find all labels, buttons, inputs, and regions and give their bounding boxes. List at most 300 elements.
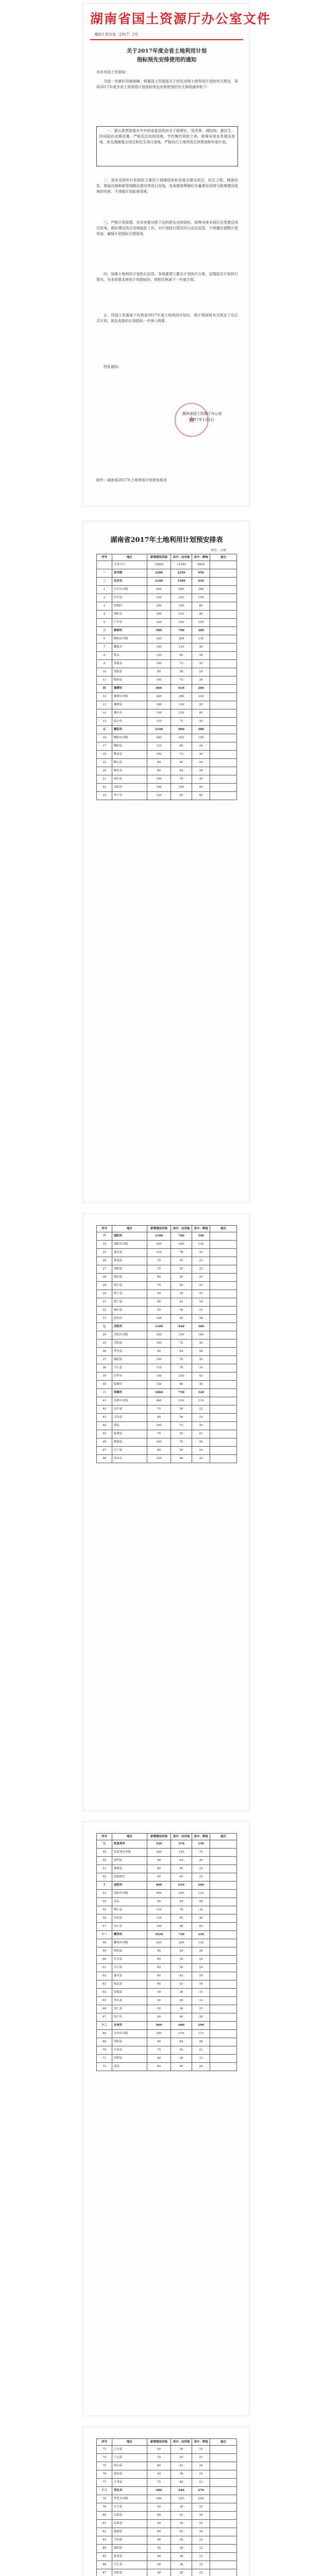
table-row: [97, 561, 237, 569]
table-cell: 86: [97, 2561, 112, 2569]
table-cell: 300: [171, 1939, 192, 1947]
table-row: [97, 1232, 237, 1241]
column-header: 地区: [112, 554, 147, 561]
table-cell: 210: [171, 611, 192, 619]
table-cell: 85: [171, 1914, 192, 1923]
table-cell: 650: [192, 578, 210, 586]
table-cell: 三: [97, 627, 112, 635]
table-cell: [210, 1315, 237, 1323]
table-cell: 80: [147, 1865, 170, 1873]
table-cell: [210, 742, 237, 751]
table-cell: 石门县: [112, 1447, 147, 1455]
table-cell: 36: [171, 1290, 192, 1298]
table-cell: 28: [171, 2545, 192, 2553]
table-cell: [210, 1923, 237, 1931]
table-cell: 67: [97, 2013, 112, 2022]
table-cell: [210, 676, 237, 685]
table-cell: 岳阳市本级: [112, 1331, 147, 1340]
table-cell: 120: [147, 1315, 170, 1323]
table-row: [97, 1315, 237, 1323]
table-cell: 52: [97, 1873, 112, 1882]
table-row: [97, 751, 237, 759]
table-cell: 48: [171, 2479, 192, 2487]
table-cell: 新邵县: [112, 1257, 147, 1265]
table-row: [97, 2528, 237, 2536]
table-cell: 36: [171, 2503, 192, 2512]
table-cell: 87: [97, 2569, 112, 2576]
table-cell: 18: [192, 1972, 210, 1980]
table-cell: 285: [171, 1890, 192, 1898]
table-cell: 40: [147, 2055, 170, 2063]
table-cell: 130: [171, 701, 192, 709]
table-cell: 22: [192, 1282, 210, 1290]
table-cell: 41: [97, 1397, 112, 1405]
table-cell: 80: [147, 759, 170, 767]
table-cell: 42: [171, 2528, 192, 2536]
table-cell: 慈利县: [112, 1857, 147, 1865]
table-cell: 二: [97, 578, 112, 586]
table-cell: 15: [192, 1307, 210, 1315]
table-cell: [210, 2487, 237, 2495]
table-row: [97, 586, 237, 594]
column-header: 序号: [97, 2439, 112, 2446]
notice-title-line: 指标预先安排使用的通知: [137, 57, 197, 63]
table-cell: 28: [192, 767, 210, 775]
table-cell: 15: [192, 2446, 210, 2454]
table-cell: 32: [97, 1307, 112, 1315]
table-cell: 85: [171, 652, 192, 660]
table-cell: [210, 643, 237, 652]
table-cell: 城步县: [112, 1307, 147, 1315]
table-cell: 永兴县: [112, 1964, 147, 1972]
table-row: [97, 2545, 237, 2553]
allocation-table-wrap: [96, 2438, 237, 2576]
table-cell: 80: [147, 1956, 170, 1964]
table-cell: 100: [171, 1372, 192, 1381]
table-cell: 23: [97, 792, 112, 800]
table-cell: 100: [147, 775, 170, 784]
table-cell: 蓝山县: [112, 2462, 147, 2470]
table-cell: 100: [171, 784, 192, 792]
table-cell: 22: [192, 1405, 210, 1414]
table-row: [97, 734, 237, 742]
table-cell: [210, 1249, 237, 1257]
table-cell: 十: [97, 1882, 112, 1890]
table-cell: 120: [147, 1455, 170, 1463]
table-cell: 34: [192, 1455, 210, 1463]
table-row: [97, 1882, 237, 1890]
table-cell: 83: [97, 2536, 112, 2545]
table-cell: 洞口县: [112, 1282, 147, 1290]
table-cell: 60: [147, 1980, 170, 1989]
table-cell: 40: [192, 792, 210, 800]
table-row: [97, 759, 237, 767]
table-cell: 640: [171, 2487, 192, 2495]
table-cell: 21: [97, 775, 112, 784]
table-cell: [210, 1397, 237, 1405]
table-cell: 56: [171, 2063, 192, 2071]
table-cell: 1020: [147, 1931, 170, 1939]
table-cell: 108: [192, 2495, 210, 2503]
table-cell: [210, 2013, 237, 2022]
table-row: [97, 1430, 237, 1438]
table-cell: [210, 1931, 237, 1939]
table-cell: 十二: [97, 2022, 112, 2030]
table-cell: [210, 1323, 237, 1331]
table-row: [97, 1980, 237, 1989]
table-cell: [210, 611, 237, 619]
table-cell: [210, 1898, 237, 1906]
table-cell: 420: [147, 1241, 170, 1249]
table-cell: 12: [192, 1997, 210, 2005]
table-cell: 30: [192, 1438, 210, 1447]
table-cell: 90: [147, 2013, 170, 2022]
table-cell: 60: [147, 2462, 170, 2470]
table-cell: 36: [171, 2470, 192, 2479]
table-cell: 24: [192, 1274, 210, 1282]
table-cell: 南县: [112, 1898, 147, 1906]
table-cell: 望城区: [112, 602, 147, 611]
table-cell: 长沙市: [112, 578, 147, 586]
table-cell: 岳阳市: [112, 1323, 147, 1331]
table-cell: 82: [97, 2528, 112, 2536]
table-row: [97, 627, 237, 635]
table-cell: 安化县: [112, 1914, 147, 1923]
table-cell: [210, 2561, 237, 2569]
table-cell: 860: [147, 685, 170, 693]
table-cell: 28: [192, 1947, 210, 1956]
table-cell: 70: [171, 1438, 192, 1447]
table-cell: 38: [192, 652, 210, 660]
table-cell: 武陵源区: [112, 1873, 147, 1882]
table-cell: 会同县: [112, 2536, 147, 2545]
table-cell: [210, 578, 237, 586]
table-row: [97, 1857, 237, 1865]
table-cell: 55: [192, 701, 210, 709]
table-cell: 70: [147, 1282, 170, 1290]
table-cell: 56: [171, 1414, 192, 1422]
allocation-table: [96, 1225, 237, 1463]
table-row: [97, 1389, 237, 1397]
table-cell: 840: [171, 1323, 192, 1331]
table-row: [97, 2038, 237, 2046]
table-cell: [210, 2005, 237, 2013]
allocation-table-wrap: [96, 554, 237, 800]
table-row: [97, 1939, 237, 1947]
table-cell: 36: [171, 1989, 192, 1997]
table-cell: 新宁县: [112, 1298, 147, 1307]
table-row: [97, 1381, 237, 1389]
table-cell: 110: [147, 1906, 170, 1914]
table-cell: 72: [97, 2063, 112, 2071]
table-cell: 邵阳县: [112, 1265, 147, 1274]
table-cell: [210, 1364, 237, 1372]
table-cell: 常宁市: [112, 792, 147, 800]
table-cell: 28: [192, 2038, 210, 2046]
table-cell: 24: [192, 1956, 210, 1964]
table-cell: 300: [171, 693, 192, 701]
table-cell: 50: [171, 2046, 192, 2055]
table-cell: 34: [192, 1906, 210, 1914]
table-cell: [210, 693, 237, 701]
table-cell: 麻阳县: [112, 2545, 147, 2553]
table-cell: 11: [97, 676, 112, 685]
table-cell: 衡南县: [112, 751, 147, 759]
table-row: [97, 2055, 237, 2063]
table-row: [97, 1447, 237, 1455]
table-cell: 42: [171, 2512, 192, 2520]
table-cell: 60: [171, 2013, 192, 2022]
table-cell: 桃江县: [112, 1906, 147, 1914]
table-cell: 70: [97, 2046, 112, 2055]
table-cell: 60: [147, 1298, 170, 1307]
table-cell: 18: [97, 751, 112, 759]
table-cell: 70: [147, 1257, 170, 1265]
table-cell: 一: [97, 569, 112, 578]
table-cell: 津市市: [112, 1455, 147, 1463]
table-cell: 43: [97, 1414, 112, 1422]
table-row: [97, 1282, 237, 1290]
table-row: [97, 1241, 237, 1249]
table-cell: 100: [192, 594, 210, 602]
table-cell: 2250: [171, 569, 192, 578]
table-cell: 12: [192, 2553, 210, 2561]
table-cell: 14: [97, 709, 112, 718]
table-cell: [210, 1890, 237, 1898]
column-header: 其中：农用地: [171, 2439, 192, 2446]
table-cell: 常德市: [112, 1389, 147, 1397]
table-cell: [210, 751, 237, 759]
table-cell: 420: [147, 693, 170, 701]
table-cell: 50: [171, 1282, 192, 1290]
table-cell: 宁乡市: [112, 619, 147, 627]
table-cell: [210, 1290, 237, 1298]
table-cell: 十一: [97, 1931, 112, 1939]
table-cell: 100: [147, 676, 170, 685]
table-cell: 260: [147, 1849, 170, 1857]
table-cell: [210, 1989, 237, 1997]
table-cell: 90: [147, 1348, 170, 1356]
table-cell: 28: [192, 676, 210, 685]
table-cell: 50: [147, 1290, 170, 1298]
table-cell: 380: [147, 2030, 170, 2038]
table-cell: 18: [192, 2512, 210, 2520]
table-cell: [210, 1430, 237, 1438]
table-cell: 汉寿县: [112, 1414, 147, 1422]
table-cell: 80: [147, 2063, 170, 2071]
table-row: [97, 2569, 237, 2576]
header-title: 湖南省国土资源厅办公室文件: [90, 11, 271, 26]
table-cell: 44: [97, 1422, 112, 1430]
table-cell: 株洲县: [112, 676, 147, 685]
table-cell: 300: [171, 635, 192, 643]
table-row: [97, 1249, 237, 1257]
table-cell: 90: [147, 2038, 170, 2046]
table-cell: 49: [97, 1849, 112, 1857]
table-cell: 临武县: [112, 1980, 147, 1989]
table-cell: [210, 2030, 237, 2038]
table-cell: 15: [192, 1989, 210, 1997]
table-cell: [210, 1257, 237, 1265]
table-cell: [210, 734, 237, 742]
table-cell: 5: [97, 619, 112, 627]
table-cell: 360: [147, 2495, 170, 2503]
table-row: [97, 2046, 237, 2055]
table-cell: 15: [192, 2503, 210, 2512]
table-cell: 26: [192, 1857, 210, 1865]
table-cell: 澧县: [112, 1422, 147, 1430]
table-cell: 66: [97, 2005, 112, 2013]
table-cell: 7: [97, 643, 112, 652]
table-cell: 道县: [112, 2063, 147, 2071]
table-cell: 120: [147, 1381, 170, 1389]
table-cell: 36: [171, 2446, 192, 2454]
table-cell: 72: [171, 751, 192, 759]
table-cell: 82: [171, 1315, 192, 1323]
table-row: [97, 643, 237, 652]
table-cell: [210, 1906, 237, 1914]
table-cell: 80: [97, 2512, 112, 2520]
table-cell: 汨罗市: [112, 1372, 147, 1381]
table-cell: 17: [97, 742, 112, 751]
table-cell: 34: [192, 1249, 210, 1257]
table-cell: 70: [147, 2454, 170, 2462]
table-title: 湖南省2017年土地利用计划预安排表: [110, 536, 223, 544]
table-row: [97, 1898, 237, 1906]
table-page-3: [82, 1821, 250, 2416]
table-row: [97, 1414, 237, 1422]
table-cell: 120: [147, 1914, 170, 1923]
table-cell: 12: [97, 693, 112, 701]
table-cell: 100: [147, 1340, 170, 1348]
table-cell: 12: [192, 2545, 210, 2553]
table-cell: 98: [171, 1923, 192, 1931]
table-cell: 衡阳市: [112, 726, 147, 734]
table-cell: [210, 2553, 237, 2561]
table-row: [97, 676, 237, 685]
table-cell: 怀化市: [112, 2487, 147, 2495]
table-row: [97, 1914, 237, 1923]
table-cell: [210, 2512, 237, 2520]
table-row: [97, 2487, 237, 2495]
table-cell: 63: [97, 1980, 112, 1989]
table-cell: 湘潭县: [112, 701, 147, 709]
intro-paragraph: 为进一步做好用地保障，根据国土资源部关于预先安排土地利用计划的有关规定，现将2017年度全省土地利用计划指标预先安排使用的有关事项通知如下：: [96, 79, 238, 89]
table-cell: 50: [192, 643, 210, 652]
table-row: [97, 1290, 237, 1298]
table-cell: [210, 1241, 237, 1249]
table-cell: 310: [192, 1931, 210, 1939]
table-cell: 衡山县: [112, 759, 147, 767]
table-cell: 宁远县: [112, 2454, 147, 2462]
table-cell: 70: [147, 1430, 170, 1438]
table-cell: 65: [97, 1997, 112, 2005]
table-cell: 30: [97, 1290, 112, 1298]
table-cell: 100: [192, 619, 210, 627]
table-cell: 1100: [147, 1232, 170, 1241]
table-row: [97, 1956, 237, 1964]
table-cell: 270: [171, 2030, 192, 2038]
table-cell: [97, 561, 112, 569]
table-cell: 440: [147, 1397, 170, 1405]
table-cell: 520: [147, 1840, 170, 1849]
table-cell: 湘乡市: [112, 709, 147, 718]
table-cell: 76: [97, 2470, 112, 2479]
table-cell: 34: [97, 1331, 112, 1340]
table-cell: [210, 1331, 237, 1340]
table-cell: 炎陵县: [112, 668, 147, 676]
table-cell: 300: [147, 611, 170, 619]
table-cell: 880: [171, 726, 192, 734]
table-cell: 益阳市: [112, 1882, 147, 1890]
table-cell: 900: [147, 586, 170, 594]
table-cell: 50: [171, 1430, 192, 1438]
table-cell: 30: [192, 775, 210, 784]
table-cell: 50: [147, 2503, 170, 2512]
table-row: [97, 775, 237, 784]
table-row: [97, 1331, 237, 1340]
table-row: [97, 1438, 237, 1447]
table-cell: 75: [97, 2462, 112, 2470]
table-cell: 72: [171, 1422, 192, 1430]
table-row: [97, 1356, 237, 1364]
table-cell: 郴州市本级: [112, 1939, 147, 1947]
table-cell: [210, 1914, 237, 1923]
table-cell: 28: [171, 2055, 192, 2063]
table-cell: [210, 1232, 237, 1241]
table-cell: 50: [147, 1307, 170, 1315]
table-cell: 680: [171, 2022, 192, 2030]
table-row: [97, 1422, 237, 1430]
table-cell: 150: [147, 709, 170, 718]
table-cell: 380: [192, 726, 210, 734]
table-cell: 七: [97, 1323, 112, 1331]
table-cell: 衡阳县: [112, 742, 147, 751]
table-cell: 45: [192, 709, 210, 718]
table-cell: 株洲市: [112, 627, 147, 635]
table-cell: 60: [147, 2528, 170, 2536]
table-row: [97, 2561, 237, 2569]
table-cell: 130: [192, 1241, 210, 1249]
table-cell: [210, 767, 237, 775]
table-cell: [210, 1372, 237, 1381]
table-cell: 28: [192, 1898, 210, 1906]
table-cell: 300: [192, 627, 210, 635]
table-row: [97, 635, 237, 643]
table-cell: 永州市: [112, 2022, 147, 2030]
table-cell: 36: [171, 2561, 192, 2569]
table-cell: 36: [192, 1381, 210, 1389]
table-cell: [210, 1340, 237, 1348]
table-cell: 24: [192, 1964, 210, 1972]
table-row: [97, 619, 237, 627]
table-cell: 24: [192, 2063, 210, 2071]
table-cell: 28: [192, 2013, 210, 2022]
table-cell: 岳阳县: [112, 1340, 147, 1348]
table-cell: 五: [97, 726, 112, 734]
table-cell: 70: [171, 775, 192, 784]
column-header: 备注: [210, 554, 237, 561]
column-header: 新增建设用地: [147, 2439, 170, 2446]
table-cell: 190: [171, 602, 192, 611]
table-row: [97, 668, 237, 676]
table-row: [97, 693, 237, 701]
table-row: [97, 1307, 237, 1315]
table-cell: 38: [97, 1364, 112, 1372]
table-cell: 安仁县: [112, 2005, 147, 2013]
notice-title: [94, 47, 239, 64]
table-cell: 28: [171, 1997, 192, 2005]
